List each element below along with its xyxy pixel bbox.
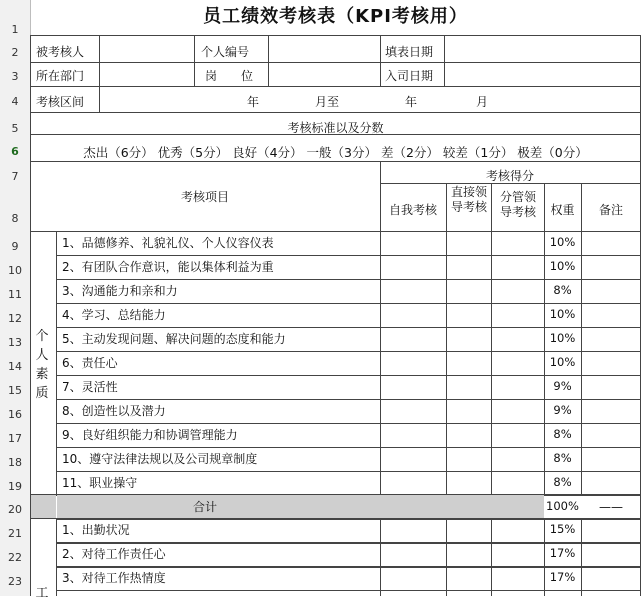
criterion-weight: 10% (549, 331, 576, 345)
department-label: 所在部门 (36, 69, 85, 83)
total-weight: 100% (546, 499, 579, 513)
fill-date-value[interactable] (445, 40, 640, 62)
criterion-weight: 17% (549, 546, 576, 560)
criterion-weight: 10% (549, 259, 576, 273)
employee-id-value[interactable] (269, 40, 379, 62)
criterion-weight: 9% (553, 403, 572, 417)
row-number[interactable]: 12 (8, 311, 22, 325)
fill-date-label: 填表日期 (385, 45, 434, 59)
criterion-weight: 15% (549, 522, 576, 536)
grid-line (56, 279, 641, 280)
grid-line (56, 375, 641, 376)
position-label: 岗 位 (205, 69, 254, 83)
grid-line (491, 183, 492, 496)
section-personal-quality-label: 个人素质 (35, 329, 49, 401)
grid-line (56, 471, 641, 472)
grid-line (380, 518, 381, 596)
grid-line (56, 566, 641, 567)
manager-header: 分管领导考核 (499, 190, 536, 219)
hire-date-label: 入司日期 (385, 69, 434, 83)
grid-line (380, 35, 381, 87)
period-month: 月 (476, 95, 489, 109)
section-work-label: 工 (35, 586, 49, 601)
grid-line (56, 231, 57, 494)
grid-line (581, 183, 582, 496)
grid-line (446, 518, 447, 596)
criterion-weight: 10% (549, 307, 576, 321)
row-number[interactable]: 22 (8, 551, 22, 565)
row-number[interactable]: 9 (11, 240, 19, 253)
row-number[interactable]: 20 (8, 503, 22, 517)
row-number[interactable]: 18 (8, 455, 22, 469)
grid-line (30, 62, 641, 63)
item-header: 考核项目 (180, 190, 229, 204)
criterion-weight: 8% (553, 427, 572, 441)
grid-line (581, 518, 582, 596)
self-assessment-header: 自我考核 (388, 203, 437, 217)
row-number-column (0, 0, 31, 596)
grid-line (56, 447, 641, 448)
row-number[interactable]: 1 (11, 23, 19, 36)
row-number[interactable]: 17 (8, 431, 22, 445)
grid-line (56, 590, 641, 591)
row-number[interactable]: 11 (8, 287, 22, 301)
grid-line (56, 519, 641, 520)
grid-line (491, 518, 492, 596)
criterion-weight: 10% (549, 235, 576, 249)
examinee-value[interactable] (100, 40, 194, 62)
row-number[interactable]: 16 (8, 407, 22, 421)
grid-line (194, 35, 195, 87)
grid-line (56, 399, 641, 400)
period-label: 考核区间 (36, 95, 85, 109)
criterion-weight: 8% (553, 475, 572, 489)
standards-scale: 杰出（6分） 优秀（5分） 良好（4分） 一般（3分） 差（2分） 较差（1分） 极差（0分） (83, 145, 588, 160)
row-number[interactable]: 23 (8, 575, 22, 589)
row-number[interactable]: 13 (8, 335, 22, 349)
grid-line (30, 112, 641, 113)
criterion-name: 9、良好组织能力和协调管理能力 (62, 428, 238, 442)
criterion-name: 3、对待工作热情度 (62, 571, 166, 585)
grid-line (30, 35, 641, 36)
criterion-name: 8、创造性以及潜力 (62, 404, 166, 418)
remarks-header: 备注 (598, 203, 623, 217)
hire-date-value[interactable] (445, 64, 640, 86)
examinee-label: 被考核人 (36, 45, 85, 59)
row-number[interactable]: 2 (11, 46, 19, 59)
criterion-name: 7、灵活性 (62, 380, 118, 394)
period-month-to: 月至 (315, 95, 340, 109)
row-number[interactable]: 6 (11, 145, 19, 158)
row-number[interactable]: 5 (11, 122, 19, 135)
grid-line (30, 86, 641, 87)
grid-line (56, 255, 641, 256)
row-number[interactable]: 21 (8, 527, 22, 541)
grid-line (56, 327, 641, 328)
row-number[interactable]: 8 (11, 212, 19, 225)
period-year-1: 年 (247, 95, 260, 109)
grid-line (446, 183, 447, 496)
page-title: 员工绩效考核表（KPI考核用） (203, 6, 468, 27)
row-number[interactable]: 7 (11, 170, 19, 183)
total-label: 合计 (192, 500, 217, 514)
grid-line (30, 231, 641, 232)
criterion-name: 1、品德修养、礼貌礼仪、个人仪容仪表 (62, 236, 274, 250)
criterion-weight: 8% (553, 451, 572, 465)
grid-line (56, 303, 641, 304)
criterion-name: 2、对待工作责任心 (62, 547, 166, 561)
criterion-name: 1、出勤状况 (62, 523, 130, 537)
row-number[interactable]: 14 (8, 359, 22, 373)
criterion-name: 3、沟通能力和亲和力 (62, 284, 178, 298)
grid-line (56, 567, 641, 568)
weight-header: 权重 (550, 203, 575, 217)
grid-line (56, 351, 641, 352)
row-number[interactable]: 3 (11, 70, 19, 83)
total-remark: —— (599, 500, 623, 514)
department-value[interactable] (100, 64, 194, 86)
criterion-name: 10、遵守法律法规以及公司规章制度 (62, 452, 258, 466)
employee-id-label: 个人编号 (201, 45, 250, 59)
grid-line (30, 161, 641, 162)
grid-line (56, 423, 641, 424)
grid-line (56, 518, 57, 596)
direct-leader-header: 直接领导考核 (450, 185, 487, 214)
row-number[interactable]: 4 (11, 95, 19, 108)
criterion-name: 4、学习、总结能力 (62, 308, 166, 322)
row-number[interactable]: 10 (8, 263, 22, 277)
criterion-name: 6、责任心 (62, 356, 118, 370)
grid-line (56, 542, 641, 543)
criterion-name: 11、职业操守 (62, 476, 138, 490)
grid-line (30, 518, 641, 519)
criterion-weight: 9% (553, 379, 572, 393)
criterion-weight: 10% (549, 355, 576, 369)
criterion-name: 5、主动发现问题、解决问题的态度和能力 (62, 332, 286, 346)
standards-heading: 考核标准以及分数 (287, 121, 384, 135)
row-number[interactable]: 19 (8, 479, 22, 493)
position-value[interactable] (269, 64, 379, 86)
criterion-weight: 8% (553, 283, 572, 297)
criterion-name: 2、有团队合作意识，能以集体利益为重 (62, 260, 274, 274)
score-header: 考核得分 (485, 169, 534, 183)
criterion-weight: 17% (549, 570, 576, 584)
row-number[interactable]: 15 (8, 383, 22, 397)
grid-line (56, 543, 641, 544)
period-year-2: 年 (405, 95, 418, 109)
